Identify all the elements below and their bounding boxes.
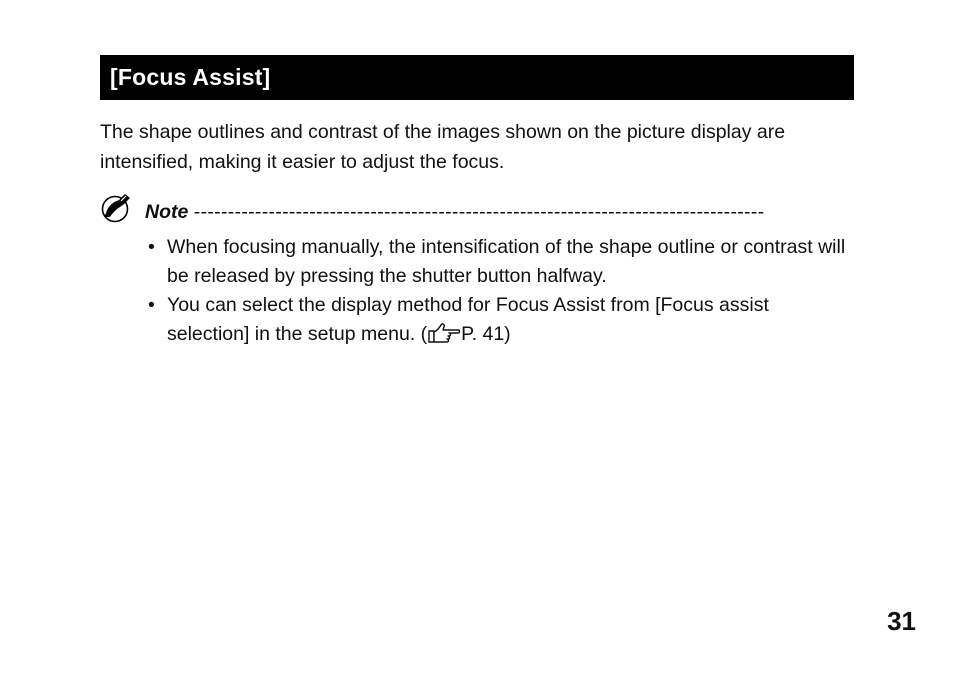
note-item-text: When focusing manually, the intensification of the shape outline or contrast will be released by pressing the shutter button halfway. bbox=[167, 236, 846, 287]
section-title: [Focus Assist] bbox=[110, 64, 271, 90]
bullet: • bbox=[148, 236, 155, 258]
list-item bbox=[148, 291, 848, 349]
note-item-text: You can select the display method for Focus Assist from [Focus assist selection] in the setup menu. ( bbox=[167, 294, 769, 345]
list-item bbox=[148, 233, 848, 291]
page-number: 31 bbox=[887, 606, 916, 636]
note-divider: ------------------------------------------------------------------------------------ bbox=[193, 201, 765, 223]
pencil-note-icon bbox=[101, 193, 131, 223]
intro-paragraph: The shape outlines and contrast of the images shown on the picture display are intensified, making it easier to adjust the focus. bbox=[100, 121, 786, 173]
pointing-hand-icon bbox=[427, 322, 461, 344]
note-heading bbox=[145, 199, 855, 225]
bullet: • bbox=[148, 294, 155, 316]
page-reference[interactable]: P. 41) bbox=[461, 323, 511, 345]
note-list bbox=[148, 233, 848, 349]
section-header-bar bbox=[100, 55, 854, 100]
note-label: Note bbox=[145, 201, 189, 223]
